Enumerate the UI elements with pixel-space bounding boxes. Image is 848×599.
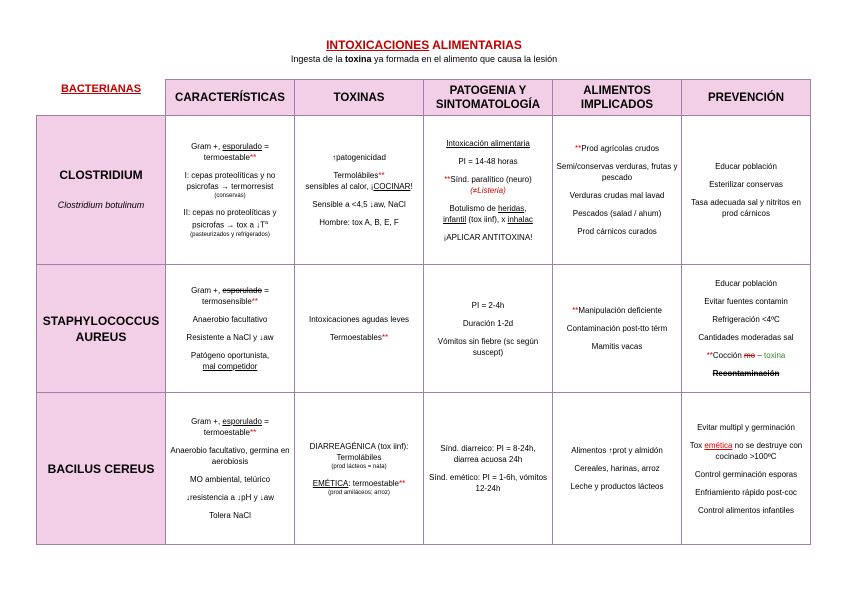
row-name: CLOSTRIDIUM [59, 168, 143, 182]
text: Control alimentos infantiles [697, 505, 795, 515]
page-title [0, 38, 848, 52]
text: (≠Listeria) [470, 185, 506, 195]
cell-prevencion [682, 265, 811, 393]
text: termoestable [203, 428, 250, 437]
asterisk-mark: ** [574, 144, 582, 153]
asterisk-mark: ** [399, 478, 406, 488]
text: Alimentos ↑prot y almidón [571, 446, 663, 455]
asterisk-mark: ** [250, 428, 257, 437]
text: Intoxicaciones agudas leves [308, 315, 410, 324]
text: ↓resistencia a ↓pH y ↓aw [185, 493, 275, 502]
text: Leche y productos lácteos [570, 482, 664, 491]
text: II: cepas no proteolíticas y psicrofas → tox a ↓T [183, 208, 277, 230]
text: Contaminación post-tto térm [566, 324, 668, 333]
text: Cocción [712, 351, 744, 360]
asterisk-mark: ** [250, 153, 257, 163]
subtitle-text: Ingesta de la [290, 54, 345, 64]
text: PI = 2-4h [471, 300, 505, 310]
text: Manipulación deficiente [578, 306, 662, 315]
text: Sínd. paralítico (neuro) [450, 174, 532, 184]
text: Gram +, [191, 286, 223, 295]
text: Gram +, [191, 142, 223, 152]
row-header-clostridium [37, 116, 166, 265]
table-row-clostridium [37, 116, 811, 265]
text: emética [704, 440, 733, 450]
text: Intoxicación alimentaria [446, 138, 530, 148]
text: Hombre: tox A, B, E, F [319, 218, 399, 227]
text: Refrigeración <4ºC [712, 315, 780, 324]
cell-patogenia [424, 265, 553, 393]
cell-alimentos [553, 393, 682, 545]
text: Resistente a NaCl y ↓aw [186, 333, 274, 342]
text: Control germinación esporas [694, 469, 798, 479]
asterisk-mark: ** [444, 174, 451, 184]
text: esporulado [222, 417, 263, 426]
text: Tasa adecuada sal y nitritos en prod cárnicos [691, 198, 801, 218]
text: Termoestables [329, 333, 382, 342]
asterisk-mark: ** [706, 351, 713, 360]
text: Recontaminación [712, 369, 780, 378]
header-row [37, 80, 811, 116]
asterisk-mark: ** [251, 297, 259, 306]
small-note: (prod amiláceos; arroz) [328, 489, 390, 496]
text: DIARREAGÉNICA (tox iinf): [309, 441, 409, 451]
text: Esterilizar conservas [709, 180, 783, 189]
text: Sínd. emético: PI = 1-6h, vómitos 12-24h [428, 473, 548, 493]
small-note: (conservas) [214, 193, 246, 200]
row-header-bacilus-cereus: BACILUS CEREUS [37, 393, 166, 545]
col-header-toxinas: TOXINAS [295, 80, 424, 116]
text: (tox iinf), x [466, 214, 508, 224]
text: Patógeno oportunista, [190, 351, 270, 360]
cell-caracteristicas [166, 265, 295, 393]
text: Botulismo de [449, 203, 498, 213]
text: Sínd. diarreico: PI = 8-24h, diarrea acuosa 24h [440, 444, 536, 464]
text: Educar población [715, 279, 777, 288]
asterisk-mark: ** [572, 306, 579, 315]
text: infantil [443, 214, 467, 224]
text: Anaerobio facultativo, germina en aerobiosis [170, 446, 290, 466]
text: inhalac [507, 214, 533, 224]
text: Tox [689, 440, 705, 450]
text: I: cepas proteolíticas y no psicrofas → termorresist [184, 171, 276, 192]
table-row-staphylococcus [37, 265, 811, 393]
col-header-patogenia: PATOGENIA Y SINTOMATOLOGÍA [424, 80, 553, 116]
text: sensibles al calor, ¡ [305, 182, 374, 191]
intoxicaciones-table [36, 79, 811, 545]
cell-toxinas [295, 265, 424, 393]
cell-patogenia [424, 116, 553, 265]
text: Tolera NaCl [209, 511, 251, 520]
text: – [755, 351, 765, 360]
text: Prod cárnicos curados [577, 227, 657, 236]
text: Vómitos sin fiebre (sc según suscept) [437, 336, 539, 357]
text: MO ambiental, telúrico [189, 475, 271, 484]
text: COCINAR [373, 182, 411, 191]
cell-prevencion [682, 116, 811, 265]
table-row-bacilus-cereus [37, 393, 811, 545]
superscript: a [265, 220, 268, 227]
text: Semi/conservas verduras, frutas y pescado [556, 162, 678, 182]
row-header-staphylococcus: STAPHYLOCOCCUS AUREUS [37, 265, 166, 393]
text: Mamitis vacas [591, 342, 643, 351]
text: = [262, 417, 269, 426]
text: ! [410, 182, 413, 191]
text: , [524, 203, 527, 213]
text: termoestable [203, 153, 250, 163]
text: Cantidades moderadas sal [698, 333, 794, 342]
small-note: (pasteurizados y refrigerados) [190, 231, 270, 238]
scientific-name: Clostridium botulinum [57, 200, 145, 210]
page-subtitle [0, 54, 848, 64]
text: Cereales, harinas, arroz [574, 464, 660, 473]
cell-toxinas [295, 393, 424, 545]
text: esporulado [222, 142, 263, 152]
cell-patogenia [424, 393, 553, 545]
text: Evitar fuentes contamin [704, 297, 788, 306]
text: : termoestable [348, 478, 400, 488]
text: toxina [764, 351, 786, 360]
text: Enfriamiento rápido post-coc [695, 487, 797, 497]
text: EMÉTICA [312, 478, 349, 488]
text: Termolábiles [333, 171, 379, 180]
text: no se destruye con cocinado >100ºC [715, 440, 803, 461]
col-header-caracteristicas: CARACTERÍSTICAS [166, 80, 295, 116]
bacterianas-label: BACTERIANAS [60, 83, 142, 95]
asterisk-mark: ** [378, 171, 385, 180]
text: Evitar multipl y germinación [697, 422, 795, 432]
text: Prod agrícolas crudos [581, 144, 660, 153]
text: Termolábiles [336, 452, 382, 462]
corner-cell [37, 80, 166, 116]
text: mal competidor [202, 362, 258, 371]
small-note: (prod lácteos = nata) [331, 463, 387, 470]
cell-prevencion [682, 393, 811, 545]
title-part-underlined: INTOXICACIONES [326, 38, 430, 52]
text: ¡APLICAR ANTITOXINA! [443, 232, 533, 242]
text: Pescados (salad / ahum) [572, 209, 662, 218]
text: Verduras crudas mal lavad [569, 191, 665, 200]
text: Duración 1-2d [462, 318, 514, 328]
text: = [262, 142, 269, 152]
text: Sensible a <4,5 ↓aw, NaCl [312, 200, 406, 209]
text: = [262, 286, 269, 295]
text: heridas [497, 203, 525, 213]
cell-alimentos [553, 265, 682, 393]
title-part-rest: ALIMENTARIAS [429, 38, 522, 52]
subtitle-bold: toxina [344, 54, 372, 64]
text: mo [743, 351, 756, 360]
text: esporulado [222, 286, 263, 295]
asterisk-mark: ** [381, 333, 389, 342]
text: termosensible [201, 297, 252, 306]
cell-caracteristicas [166, 116, 295, 265]
text: ↑patogenicidad [332, 153, 386, 162]
text: Educar población [715, 162, 777, 171]
text: PI = 14-48 horas [458, 156, 518, 166]
col-header-alimentos: ALIMENTOS IMPLICADOS [553, 80, 682, 116]
cell-caracteristicas [166, 393, 295, 545]
text: Gram +, [191, 417, 223, 426]
subtitle-text-end: ya formada en el alimento que causa la lesión [371, 54, 558, 64]
cell-toxinas [295, 116, 424, 265]
col-header-prevencion: PREVENCIÓN [682, 80, 811, 116]
cell-alimentos [553, 116, 682, 265]
text: Anaerobio facultativo [192, 315, 268, 324]
